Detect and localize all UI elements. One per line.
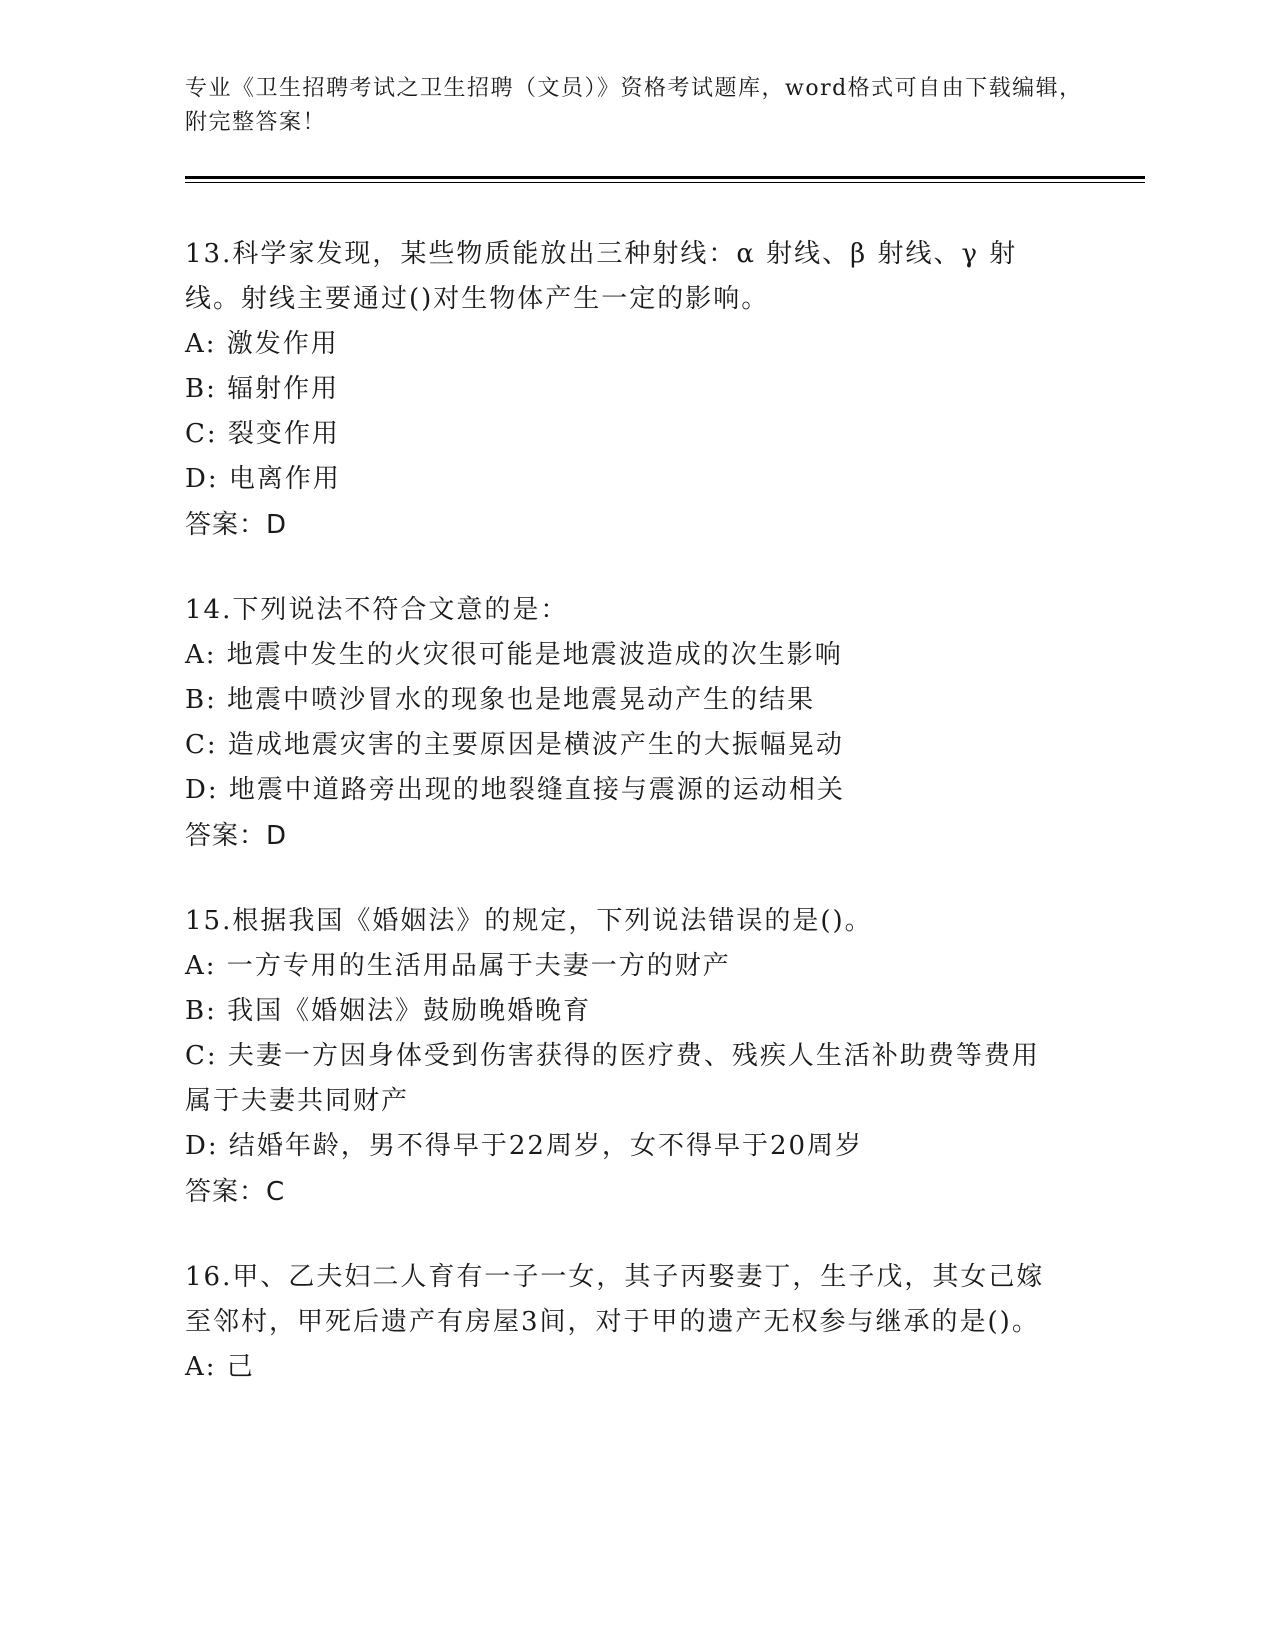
answer: 答案：D <box>185 510 288 540</box>
question-stem: 13.科学家发现，某些物质能放出三种射线：α 射线、β 射线、γ 射线。射线主要通过()对生物体产生一定的影响。 <box>185 239 1018 314</box>
option-d: D: 电离作用 <box>185 464 341 494</box>
question-stem: 14.下列说法不符合文意的是： <box>185 595 569 625</box>
option-d: D: 结婚年龄，男不得早于22周岁，女不得早于20周岁 <box>185 1131 864 1161</box>
question-stem: 15.根据我国《婚姻法》的规定，下列说法错误的是()。 <box>185 906 873 936</box>
option-c: C: 裂变作用 <box>185 419 340 449</box>
question-13 <box>185 232 1065 548</box>
header-divider-thin <box>185 182 1145 183</box>
answer: 答案：D <box>185 821 288 851</box>
question-stem: 16.甲、乙夫妇二人育有一子一女，其子丙娶妻丁，生子戊，其女己嫁至邻村，甲死后遗产有房屋3间，对于甲的遗产无权参与继承的是()。 <box>185 1262 1045 1337</box>
question-14 <box>185 588 1065 859</box>
header-divider-thick <box>185 176 1145 179</box>
option-a: A: 地震中发生的火灾很可能是地震波造成的次生影响 <box>185 640 843 670</box>
option-c: C: 造成地震灾害的主要原因是横波产生的大振幅晃动 <box>185 730 844 760</box>
header-text: 专业《卫生招聘考试之卫生招聘（文员）》资格考试题库，word格式可自由下载编辑，附完整答案！ <box>185 76 1083 135</box>
question-list <box>185 232 1065 1430</box>
document-header <box>185 72 1085 140</box>
option-a: A: 一方专用的生活用品属于夫妻一方的财产 <box>185 951 731 981</box>
option-b: B: 我国《婚姻法》鼓励晚婚晚育 <box>185 996 592 1026</box>
answer: 答案：C <box>185 1177 286 1207</box>
option-a: A: 激发作用 <box>185 329 339 359</box>
option-c: C: 夫妻一方因身体受到伤害获得的医疗费、残疾人生活补助费等费用属于夫妻共同财产 <box>185 1041 1040 1116</box>
question-15 <box>185 899 1065 1215</box>
question-16 <box>185 1255 1065 1390</box>
option-b: B: 地震中喷沙冒水的现象也是地震晃动产生的结果 <box>185 685 816 715</box>
option-a: A: 己 <box>185 1352 255 1382</box>
option-b: B: 辐射作用 <box>185 374 340 404</box>
option-d: D: 地震中道路旁出现的地裂缝直接与震源的运动相关 <box>185 775 845 805</box>
